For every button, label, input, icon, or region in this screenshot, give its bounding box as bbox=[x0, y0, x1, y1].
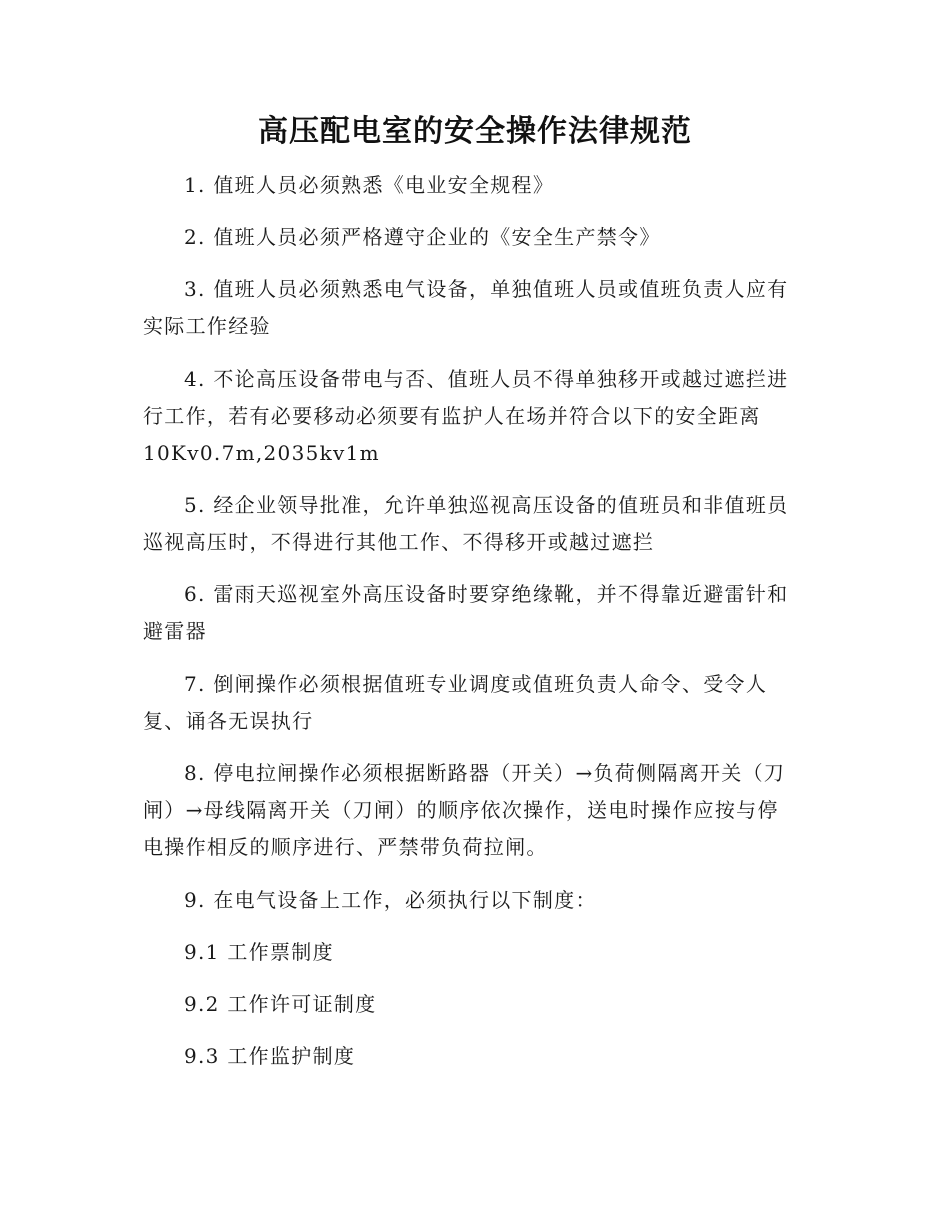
paragraph-line: 电操作相反的顺序进行、严禁带负荷拉闸。 bbox=[143, 835, 548, 859]
paragraph-8 bbox=[143, 755, 813, 866]
paragraph-line: 9.1 工作票制度 bbox=[184, 940, 334, 964]
paragraph-line: 巡视高压时，不得进行其他工作、不得移开或越过遮拦 bbox=[143, 530, 655, 554]
paragraph-line: 复、诵各无误执行 bbox=[143, 709, 314, 733]
paragraph-line: 2. 值班人员必须严格遵守企业的《安全生产禁令》 bbox=[184, 225, 661, 249]
paragraph-line: 行工作，若有必要移动必须要有监护人在场并符合以下的安全距离 bbox=[143, 404, 761, 428]
paragraph-7 bbox=[143, 666, 813, 740]
paragraph-9-2 bbox=[143, 986, 813, 1023]
paragraph-9 bbox=[143, 882, 813, 919]
paragraph-line: 9.3 工作监护制度 bbox=[184, 1044, 356, 1068]
paragraph-3 bbox=[143, 271, 813, 345]
paragraph-5 bbox=[143, 487, 813, 561]
paragraph-9-1 bbox=[143, 934, 813, 971]
paragraph-line: 4. 不论高压设备带电与否、值班人员不得单独移开或越过遮拦进 bbox=[184, 367, 789, 391]
paragraph-9-3 bbox=[143, 1038, 813, 1075]
paragraph-4 bbox=[143, 361, 813, 472]
paragraph-line: 3. 值班人员必须熟悉电气设备，单独值班人员或值班负责人应有 bbox=[184, 277, 789, 301]
paragraph-1 bbox=[143, 167, 813, 204]
paragraph-line: 1. 值班人员必须熟悉《电业安全规程》 bbox=[184, 173, 555, 197]
paragraph-6 bbox=[143, 576, 813, 650]
paragraph-line: 9. 在电气设备上工作，必须执行以下制度： bbox=[184, 888, 597, 912]
paragraph-line: 闸）→母线隔离开关（刀闸）的顺序依次操作，送电时操作应按与停 bbox=[143, 798, 779, 822]
paragraph-line: 7. 倒闸操作必须根据值班专业调度或值班负责人命令、受令人 bbox=[184, 672, 768, 696]
paragraph-line: 避雷器 bbox=[143, 619, 207, 643]
paragraph-line: 实际工作经验 bbox=[143, 314, 271, 338]
paragraph-line: 9.2 工作许可证制度 bbox=[184, 992, 377, 1016]
document-title: 高压配电室的安全操作法律规范 bbox=[258, 114, 692, 149]
paragraph-line: 6. 雷雨天巡视室外高压设备时要穿绝缘靴，并不得靠近避雷针和 bbox=[184, 582, 789, 606]
paragraph-line: 5. 经企业领导批准，允许单独巡视高压设备的值班员和非值班员 bbox=[184, 493, 789, 517]
paragraph-line: 8. 停电拉闸操作必须根据断路器（开关）→负荷侧隔离开关（刀 bbox=[184, 761, 786, 785]
paragraph-line: 10Kv0.7m,2035kv1m bbox=[143, 441, 380, 465]
paragraph-2 bbox=[143, 219, 813, 256]
